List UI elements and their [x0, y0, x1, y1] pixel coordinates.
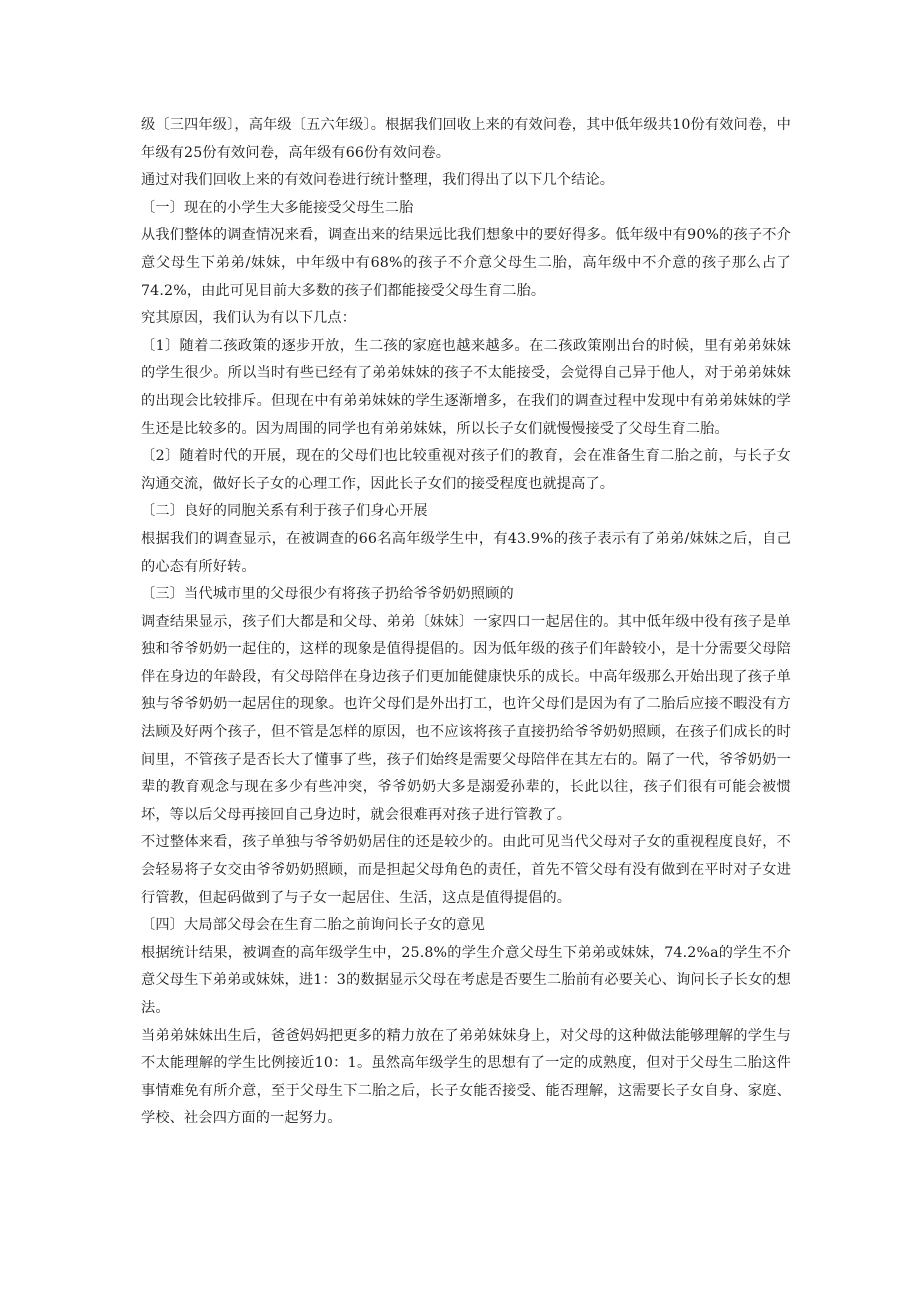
- paragraph-statistics-result: 根据统计结果，被调查的高年级学生中，25.8%的学生介意父母生下弟弟或妹妹，74.2%a的学生不介意父母生下弟弟或妹妹，进1：3的数据显示父母在考虑是否要生二胎前有必要关心、询问长子长女的想法。: [141, 944, 791, 1016]
- section-heading-4: 〔四〕大局部父母会在生育二胎之前询问长子女的意见: [141, 917, 486, 934]
- paragraph-sibling-relationship: 根据我们的调查显示，在被调查的66名高年级学生中，有43.9%的孩子表示有了弟弟/妹妹之后，自己的心态有所好转。: [141, 530, 791, 575]
- paragraph-conclusions-intro: 通过对我们回收上来的有效问卷进行统计整理，我们得出了以下几个结论。: [141, 172, 615, 189]
- section-heading-3: 〔三〕当代城市里的父母很少有将孩子扔给爷爷奶奶照顾的: [141, 586, 514, 603]
- paragraph-reason-1: 〔1〕随着二孩政策的逐步开放，生二孩的家庭也越来越多。在二孩政策刚出台的时候，里有弟弟妹妹的学生很少。所以当时有些已经有了弟弟妹妹的孩子不太能接受，会觉得自己异于他人，对于弟弟妹妹的出现会比较排斥。但现在中有弟弟妹妹的学生逐渐增多，在我们的调查过程中发现中有弟弟妹妹的学生还是比较多的。因为周围的同学也有弟弟妹妹，所以长子女们就慢慢接受了父母生育二胎。: [141, 337, 791, 437]
- paragraph-after-birth: 当弟弟妹妹出生后，爸爸妈妈把更多的精力放在了弟弟妹妹身上，对父母的这种做法能够理解的学生与不太能理解的学生比例接近10：1。虽然高年级学生的思想有了一定的成熟度，但对于父母生二胎这件事情难免有所介意，至于父母生下二胎之后，长子女能否接受、能否理解，这需要长子女自身、家庭、学校、社会四方面的一起努力。: [141, 1027, 791, 1127]
- paragraph-living-arrangements: 调查结果显示，孩子们大都是和父母、弟弟〔妹妹〕一家四口一起居住的。其中低年级中役有孩子是单独和爷爷奶奶一起住的，这样的现象是值得提倡的。因为低年级的孩子们年龄较小，是十分需要父母陪伴在身边的年龄段，有父母陪伴在身边孩子们更加能健康快乐的成长。中高年级那么开始出现了孩子单独与爷爷奶奶一起居住的现象。也许父母们是外出打工，也许父母们是因为有了二胎后应接不暇没有方法顾及好两个孩子，但不管是怎样的原因，也不应该将孩子直接扔给爷爷奶奶照顾，在孩子们成长的时间里，不管孩子是否长大了懂事了些，孩子们始终是需要父母陪伴在其左右的。隔了一代，爷爷奶奶一辈的教育观念与现在多少有些冲突，爷爷奶奶大多是溺爱孙辈的，长此以往，孩子们很有可能会被惯坏，等以后父母再接回自己身边时，就会很难再对孩子进行管教了。: [141, 613, 791, 823]
- paragraph-overall-view: 不过整体来看，孩子单独与爷爷奶奶居住的还是较少的。由此可见当代父母对子女的重视程度良好，不会轻易将子女交由爷爷奶奶照顾，而是担起父母角色的责任，首先不管父母有没有做到在平时对子女进行管教，但起码做到了与子女一起居住、生活，这点是值得提倡的。: [141, 834, 791, 906]
- document-page: [141, 112, 791, 1133]
- paragraph-reasons-intro: 究其原因，我们认为有以下几点：: [141, 310, 357, 327]
- section-heading-2: 〔二〕良好的同胞关系有利于孩子们身心开展: [141, 503, 428, 520]
- section-heading-1: 〔一〕现在的小学生大多能接受父母生二胎: [141, 199, 414, 216]
- paragraph-grade-counts: 级〔三四年级〕，高年级〔五六年级〕。根据我们回收上来的有效问卷，其中低年级共10份有效问卷，中年级有25份有效问卷，高年级有66份有效问卷。: [141, 117, 791, 161]
- paragraph-reason-2: 〔2〕随着时代的开展，现在的父母们也比较重视对孩子们的教育，会在准备生育二胎之前，与长子女沟通交流，做好长子女的心理工作，因此长子女们的接受程度也就提高了。: [141, 448, 791, 492]
- paragraph-acceptance-rates: 从我们整体的调查情况来看，调查出来的结果远比我们想象中的要好得多。低年级中有90%的孩子不介意父母生下弟弟/妹妹，中年级中有68%的孩子不介意父母生二胎，高年级中不介意的孩子那么占了74.2%，由此可见目前大多数的孩子们都能接受父母生育二胎。: [141, 227, 791, 299]
